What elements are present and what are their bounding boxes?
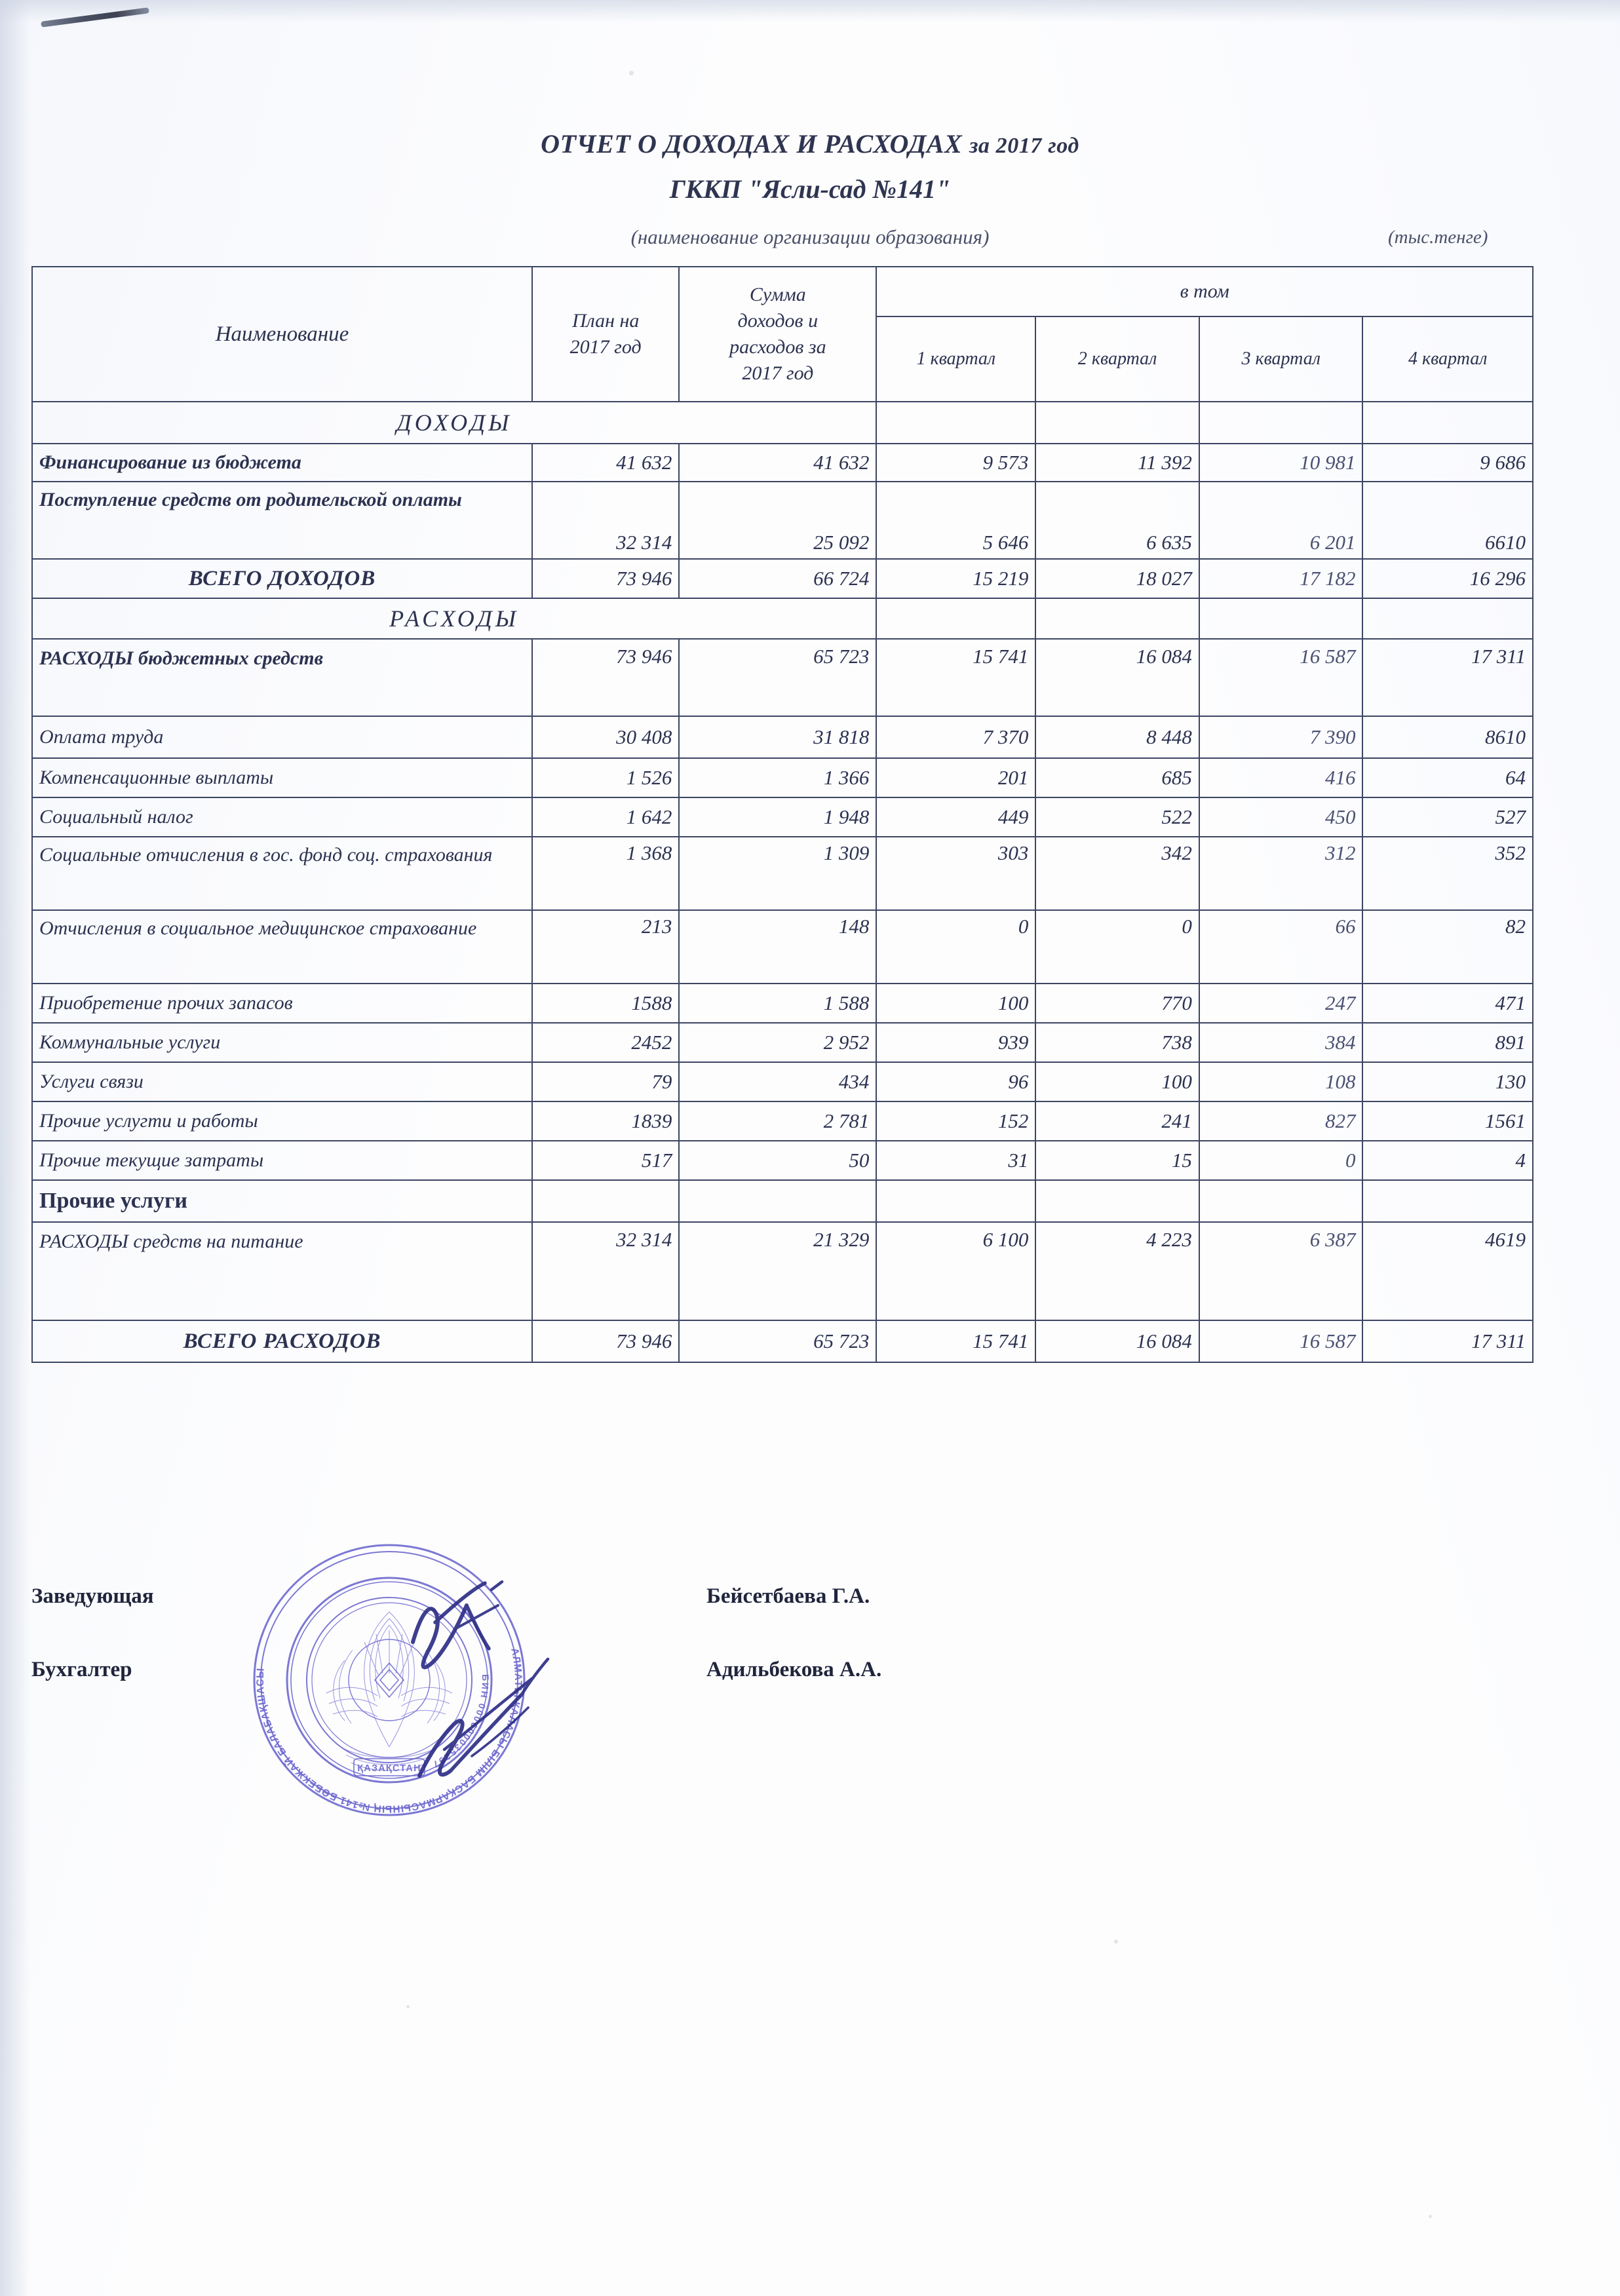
col-header-q4: 4 квартал: [1362, 316, 1533, 402]
cell-q4: 64: [1362, 758, 1533, 797]
cell-q2: 16 084: [1035, 1320, 1199, 1362]
cell-q4: 130: [1362, 1062, 1533, 1101]
row-label: РАСХОДЫ бюджетных средств: [32, 639, 532, 716]
table-row: [32, 482, 1533, 559]
section-pad-q4: [1362, 598, 1533, 639]
cell-q1: 303: [876, 837, 1035, 910]
col-header-sum-line4: 2017 год: [742, 362, 814, 385]
cell-q2: 738: [1035, 1023, 1199, 1062]
col-header-sum-line3: расходов за: [729, 336, 826, 358]
section-pad-q3: [1199, 598, 1363, 639]
cell-q1: 15 219: [876, 559, 1035, 598]
cell-plan: 41 632: [532, 444, 679, 482]
section-row-expense: [32, 598, 1533, 639]
col-header-vtom: в том: [876, 267, 1533, 316]
income-expense-table: [31, 266, 1533, 1363]
table-row: [32, 639, 1533, 716]
stamp-center-text: ҚАЗАҚСТАН: [357, 1763, 421, 1774]
stamp-bin-text: БИН 000600035297: [430, 1674, 492, 1771]
cell-q2: 4 223: [1035, 1222, 1199, 1320]
cell-q1: 152: [876, 1101, 1035, 1141]
row-label: Компенсационные выплаты: [32, 758, 532, 797]
row-label: Социальный налог: [32, 797, 532, 837]
row-label: ВСЕГО ДОХОДОВ: [32, 559, 532, 598]
row-label: Коммунальные услуги: [32, 1023, 532, 1062]
cell-plan: 2452: [532, 1023, 679, 1062]
cell-q4: 17 311: [1362, 1320, 1533, 1362]
cell-q4: 471: [1362, 984, 1533, 1023]
cell-q2: [1035, 1180, 1199, 1222]
cell-q3: 312: [1199, 837, 1363, 910]
row-label: Финансирование из бюджета: [32, 444, 532, 482]
cell-q1: 0: [876, 910, 1035, 984]
cell-sum: 1 948: [679, 797, 876, 837]
cell-q1: 5 646: [876, 482, 1035, 559]
cell-sum: 21 329: [679, 1222, 876, 1320]
table-row-food: [32, 1222, 1533, 1320]
cell-sum: 50: [679, 1141, 876, 1180]
row-label: Социальные отчисления в гос. фонд соц. страхования: [32, 837, 532, 910]
cell-plan: 32 314: [532, 1222, 679, 1320]
section-pad-q2: [1035, 402, 1199, 444]
cell-q2: 8 448: [1035, 716, 1199, 758]
cell-sum: 434: [679, 1062, 876, 1101]
table-row: [32, 1101, 1533, 1141]
cell-sum: 65 723: [679, 1320, 876, 1362]
col-header-q2: 2 квартал: [1035, 316, 1199, 402]
table-row-other-services: [32, 1180, 1533, 1222]
cell-q1: 9 573: [876, 444, 1035, 482]
cell-q4: 8610: [1362, 716, 1533, 758]
cell-sum: 148: [679, 910, 876, 984]
table-row: [32, 758, 1533, 797]
cell-q1: 6 100: [876, 1222, 1035, 1320]
section-row-income: [32, 402, 1533, 444]
row-label: Услуги связи: [32, 1062, 532, 1101]
cell-plan: 213: [532, 910, 679, 984]
cell-q2: 770: [1035, 984, 1199, 1023]
col-header-plan-line1: План на: [571, 309, 640, 332]
section-pad-q4: [1362, 402, 1533, 444]
col-header-name: Наименование: [32, 267, 532, 402]
cell-plan: 79: [532, 1062, 679, 1101]
cell-q3: 247: [1199, 984, 1363, 1023]
signature-name: Бейсетбаева Г.А.: [706, 1584, 870, 1608]
signature-block: [31, 1584, 1539, 1731]
signature-row: [31, 1584, 1539, 1658]
cell-plan: 73 946: [532, 639, 679, 716]
cell-plan: 1 368: [532, 837, 679, 910]
cell-q1: 31: [876, 1141, 1035, 1180]
cell-q4: 352: [1362, 837, 1533, 910]
cell-q1: 201: [876, 758, 1035, 797]
table-row: [32, 444, 1533, 482]
table-row: [32, 1062, 1533, 1101]
cell-q1: 939: [876, 1023, 1035, 1062]
cell-q2: 342: [1035, 837, 1199, 910]
document-header: [0, 128, 1620, 204]
cell-q3: 7 390: [1199, 716, 1363, 758]
row-label: РАСХОДЫ средств на питание: [32, 1222, 532, 1320]
organization-name: ГККП "Ясли-сад №141": [669, 174, 951, 204]
page-title: [0, 128, 1620, 159]
cell-q4: 4: [1362, 1141, 1533, 1180]
dust-speck: [1114, 1940, 1118, 1943]
table-row: [32, 910, 1533, 984]
cell-q1: 15 741: [876, 639, 1035, 716]
cell-q4: 527: [1362, 797, 1533, 837]
cell-q2: 15: [1035, 1141, 1199, 1180]
signature-role: Заведующая: [31, 1584, 154, 1608]
table-row-total-expense: [32, 1320, 1533, 1362]
cell-q3: 17 182: [1199, 559, 1363, 598]
cell-q4: 1561: [1362, 1101, 1533, 1141]
cell-q3: 16 587: [1199, 639, 1363, 716]
cell-q2: 685: [1035, 758, 1199, 797]
col-header-plan-line2: 2017 год: [569, 336, 642, 358]
table-row: [32, 984, 1533, 1023]
cell-q2: 0: [1035, 910, 1199, 984]
title-year-text: за 2017 год: [969, 134, 1079, 158]
cell-sum: 1 588: [679, 984, 876, 1023]
table-row: [32, 797, 1533, 837]
cell-sum: 2 952: [679, 1023, 876, 1062]
row-label: Оплата труда: [32, 716, 532, 758]
table-row: [32, 837, 1533, 910]
cell-q4: 9 686: [1362, 444, 1533, 482]
col-header-sum-line2: доходов и: [737, 309, 819, 332]
cell-sum: [679, 1180, 876, 1222]
cell-sum: 1 309: [679, 837, 876, 910]
cell-q2: 100: [1035, 1062, 1199, 1101]
cell-q3: 10 981: [1199, 444, 1363, 482]
signature-role: Бухгалтер: [31, 1658, 132, 1681]
table-row: [32, 1023, 1533, 1062]
cell-sum: 41 632: [679, 444, 876, 482]
cell-plan: 1839: [532, 1101, 679, 1141]
cell-q4: 6610: [1362, 482, 1533, 559]
cell-plan: 73 946: [532, 1320, 679, 1362]
cell-q1: 96: [876, 1062, 1035, 1101]
col-header-sum: [679, 267, 876, 402]
cell-q3: 450: [1199, 797, 1363, 837]
dust-speck: [1429, 2215, 1432, 2218]
section-pad-q1: [876, 402, 1035, 444]
cell-sum: 31 818: [679, 716, 876, 758]
scan-edge-shadow-left: [0, 0, 30, 2296]
row-label: Поступление средств от родительской оплаты: [32, 482, 532, 559]
cell-plan: 1 642: [532, 797, 679, 837]
cell-sum: 65 723: [679, 639, 876, 716]
section-pad-q1: [876, 598, 1035, 639]
dust-speck: [629, 71, 634, 75]
cell-sum: 66 724: [679, 559, 876, 598]
section-pad-q2: [1035, 598, 1199, 639]
dust-speck: [406, 2005, 410, 2008]
cell-q1: [876, 1180, 1035, 1222]
row-label: Отчисления в социальное медицинское страхование: [32, 910, 532, 984]
cell-plan: 1 526: [532, 758, 679, 797]
signature-name: Адильбекова А.А.: [706, 1658, 882, 1681]
cell-q2: 18 027: [1035, 559, 1199, 598]
cell-q4: 16 296: [1362, 559, 1533, 598]
cell-q3: 384: [1199, 1023, 1363, 1062]
table-header-row-1: [32, 267, 1533, 316]
cell-q3: 0: [1199, 1141, 1363, 1180]
table-row-total-income: [32, 559, 1533, 598]
cell-q3: [1199, 1180, 1363, 1222]
col-header-sum-line1: Сумма: [749, 283, 806, 305]
cell-q4: [1362, 1180, 1533, 1222]
cell-q2: 11 392: [1035, 444, 1199, 482]
cell-q3: 416: [1199, 758, 1363, 797]
section-pad-q3: [1199, 402, 1363, 444]
cell-sum: 25 092: [679, 482, 876, 559]
cell-q1: 100: [876, 984, 1035, 1023]
table-header: [32, 267, 1533, 402]
scan-edge-shadow-top: [0, 0, 1620, 22]
cell-plan: 30 408: [532, 716, 679, 758]
cell-q1: 15 741: [876, 1320, 1035, 1362]
cell-q1: 449: [876, 797, 1035, 837]
col-header-plan: [532, 267, 679, 402]
cell-plan: 32 314: [532, 482, 679, 559]
cell-q4: 82: [1362, 910, 1533, 984]
cell-q1: 7 370: [876, 716, 1035, 758]
cell-plan: 73 946: [532, 559, 679, 598]
cell-q4: 891: [1362, 1023, 1533, 1062]
cell-plan: [532, 1180, 679, 1222]
row-label: Прочие услуги: [32, 1180, 532, 1222]
cell-q3: 827: [1199, 1101, 1363, 1141]
cell-plan: 1588: [532, 984, 679, 1023]
col-header-q1: 1 квартал: [876, 316, 1035, 402]
cell-q3: 108: [1199, 1062, 1363, 1101]
title-main-text: ОТЧЕТ О ДОХОДАХ И РАСХОДАХ: [541, 129, 963, 159]
cell-sum: 1 366: [679, 758, 876, 797]
section-label-expense: РАСХОДЫ: [32, 598, 876, 639]
row-label: ВСЕГО РАСХОДОВ: [32, 1320, 532, 1362]
table-row: [32, 1141, 1533, 1180]
cell-q3: 16 587: [1199, 1320, 1363, 1362]
col-header-q3: 3 квартал: [1199, 316, 1363, 402]
cell-q2: 6 635: [1035, 482, 1199, 559]
cell-q2: 241: [1035, 1101, 1199, 1141]
cell-sum: 2 781: [679, 1101, 876, 1141]
section-label-income: ДОХОДЫ: [32, 402, 876, 444]
report-table-wrapper: [31, 266, 1533, 1363]
cell-q3: 6 387: [1199, 1222, 1363, 1320]
table-body: [32, 402, 1533, 1362]
cell-q3: 66: [1199, 910, 1363, 984]
cell-q3: 6 201: [1199, 482, 1363, 559]
cell-plan: 517: [532, 1141, 679, 1180]
cell-q4: 17 311: [1362, 639, 1533, 716]
organization-caption: (наименование организации образования): [630, 225, 990, 248]
signature-row: [31, 1658, 1539, 1731]
table-row: [32, 716, 1533, 758]
cell-q4: 4619: [1362, 1222, 1533, 1320]
row-label: Прочие услугти и работы: [32, 1101, 532, 1141]
row-label: Приобретение прочих запасов: [32, 984, 532, 1023]
stamp-outer-text: АЛМАТЫ ҚАЛАСЫ БІЛІМ БАСҚАРМАСЫНЫҢ №141 БӨБЕКЖАЙ-БАЛАБАҚШАСЫ: [254, 1647, 524, 1815]
cell-q2: 16 084: [1035, 639, 1199, 716]
cell-q2: 522: [1035, 797, 1199, 837]
row-label: Прочие текущие затраты: [32, 1141, 532, 1180]
units-label: (тыс.тенге): [1388, 227, 1488, 248]
